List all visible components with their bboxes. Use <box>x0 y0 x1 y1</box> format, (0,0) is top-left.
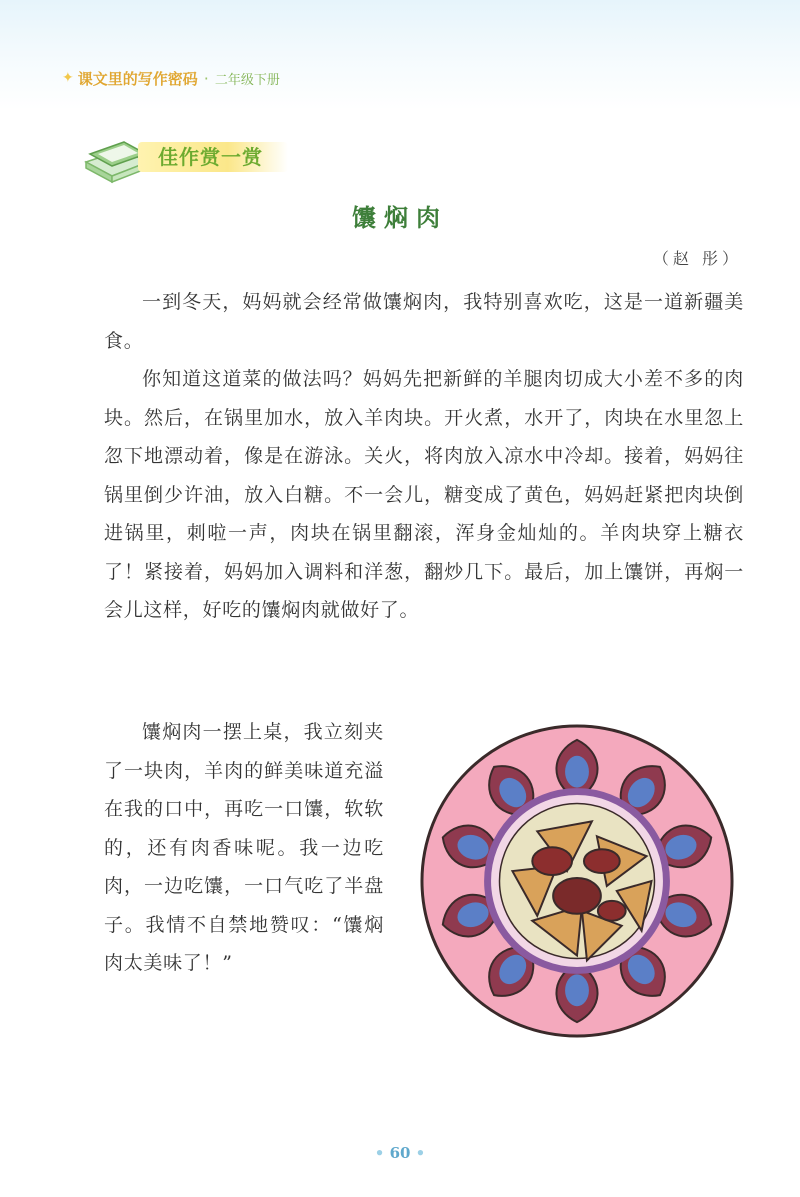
section-label: 佳作赏一赏 <box>158 145 263 169</box>
series-subtitle: 二年级下册 <box>214 72 280 88</box>
paragraph-3: 馕焖肉一摆上桌，我立刻夹了一块肉，羊肉的鲜美味道充溢在我的口中，再吃一口馕，软软的，还有肉香味呢。我一边吃肉，一边吃馕，一口气吃了半盘子。我情不自禁地赞叹：“馕焖肉太美味了！” <box>104 721 384 974</box>
series-title: 课文里的写作密码 <box>77 69 198 88</box>
page-number-dot-right: • <box>415 1144 426 1162</box>
page-number-dot-left: • <box>374 1144 385 1162</box>
dish-illustration <box>418 722 736 1040</box>
star-icon: ✦ <box>62 70 74 86</box>
paragraph-1: 一到冬天，妈妈就会经常做馕焖肉，我特别喜欢吃，这是一道新疆美食。 <box>104 291 744 352</box>
page-number <box>0 1144 800 1162</box>
article-author: （赵 彤） <box>652 249 742 268</box>
series-separator: · <box>203 68 209 88</box>
series-header <box>62 60 280 96</box>
section-banner <box>82 128 302 184</box>
article-title: 馕焖肉 <box>352 203 448 232</box>
paragraph-2: 你知道这道菜的做法吗？妈妈先把新鲜的羊腿肉切成大小差不多的肉块。然后，在锅里加水，放入羊肉块。开火煮，水开了，肉块在水里忽上忽下地漂动着，像是在游泳。关火，将肉放入凉水中冷却。接着，妈妈往锅里倒少许油，放入白糖。不一会儿，糖变成了黄色，妈妈赶紧把肉块倒进锅里，刺啦一声，肉块在锅里翻滚，浑身金灿灿的。羊肉块穿上糖衣了！紧接着，妈妈加入调料和洋葱，翻炒几下。最后，加上馕饼，再焖一会儿这样，好吃的馕焖肉就做好了。 <box>104 368 744 621</box>
page-number-value: 60 <box>389 1144 411 1162</box>
